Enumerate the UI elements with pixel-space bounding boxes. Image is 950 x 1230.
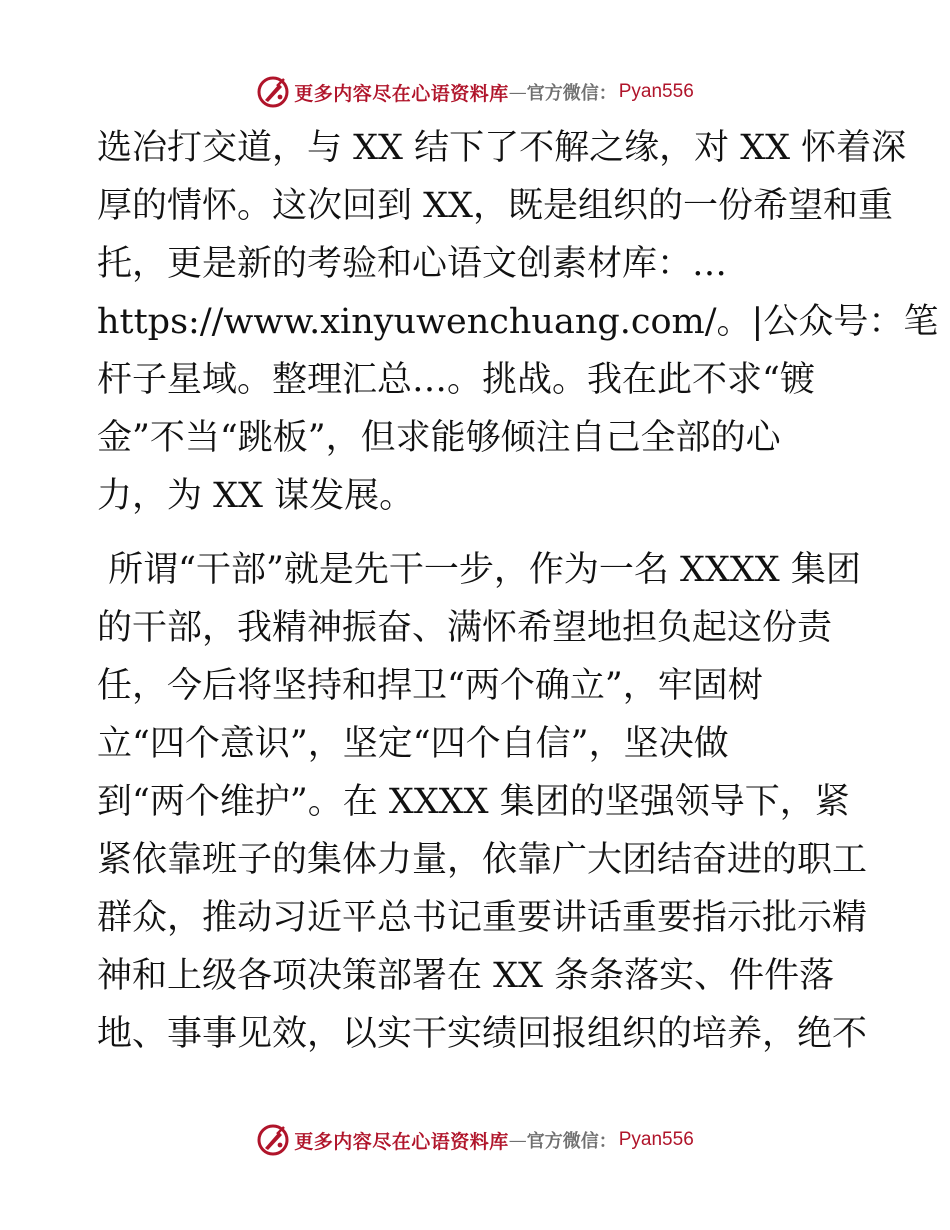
text-line: 的干部，我精神振奋、满怀希望地担负起这份责 <box>97 608 833 648</box>
banner-separator: — <box>508 1129 527 1151</box>
paragraph-1 <box>97 119 939 525</box>
text-line: 神和上级各项决策部署在 XX 条条落实、件件落 <box>97 956 835 996</box>
banner-site-text: 更多内容尽在心语资料库 <box>294 1130 509 1153</box>
footer-banner <box>0 1120 950 1160</box>
text-line: 所谓“干部”就是先干一步，作为一名 XXXX 集团 <box>97 550 861 590</box>
paragraph-2 <box>97 541 868 1063</box>
text-line: 厚的情怀。这次回到 XX，既是组织的一份希望和重 <box>97 186 893 226</box>
text-line: 金”不当“跳板”，但求能够倾注自己全部的心 <box>97 418 781 458</box>
banner-wechat-label: 官方微信： <box>526 1131 617 1152</box>
text-line-url: https://www.xinyuwenchuang.com/。|公众号：笔 <box>97 302 939 342</box>
text-line: 到“两个维护”。在 XXXX 集团的坚强领导下，紧 <box>97 782 850 822</box>
text-line: 紧依靠班子的集体力量，依靠广大团结奋进的职工 <box>97 840 868 880</box>
text-line: 地、事事见效，以实干实绩回报组织的培养，绝不 <box>97 1014 868 1054</box>
quill-seal-icon <box>256 75 290 109</box>
banner-wechat-id: Pyan556 <box>618 1129 694 1150</box>
banner-wechat-id: Pyan556 <box>618 81 694 102</box>
banner-wechat-label: 官方微信： <box>526 83 617 104</box>
text-line: 选冶打交道，与 XX 结下了不解之缘，对 XX 怀着深 <box>97 128 907 168</box>
text-line: 托，更是新的考验和心语文创素材库：… <box>97 244 728 284</box>
text-line: 力，为 XX 谋发展。 <box>97 476 415 516</box>
quill-seal-icon <box>256 1123 290 1157</box>
banner-site-text: 更多内容尽在心语资料库 <box>294 82 509 105</box>
banner-separator: — <box>508 81 527 103</box>
text-line: 立“四个意识”，坚定“四个自信”，坚决做 <box>97 724 729 764</box>
text-line: 杆子星域。整理汇总…。挑战。我在此不求“镀 <box>97 360 815 400</box>
text-line: 任，今后将坚持和捍卫“两个确立”，牢固树 <box>97 666 763 706</box>
header-banner <box>0 72 950 112</box>
text-line: 群众，推动习近平总书记重要讲话重要指示批示精 <box>97 898 868 938</box>
